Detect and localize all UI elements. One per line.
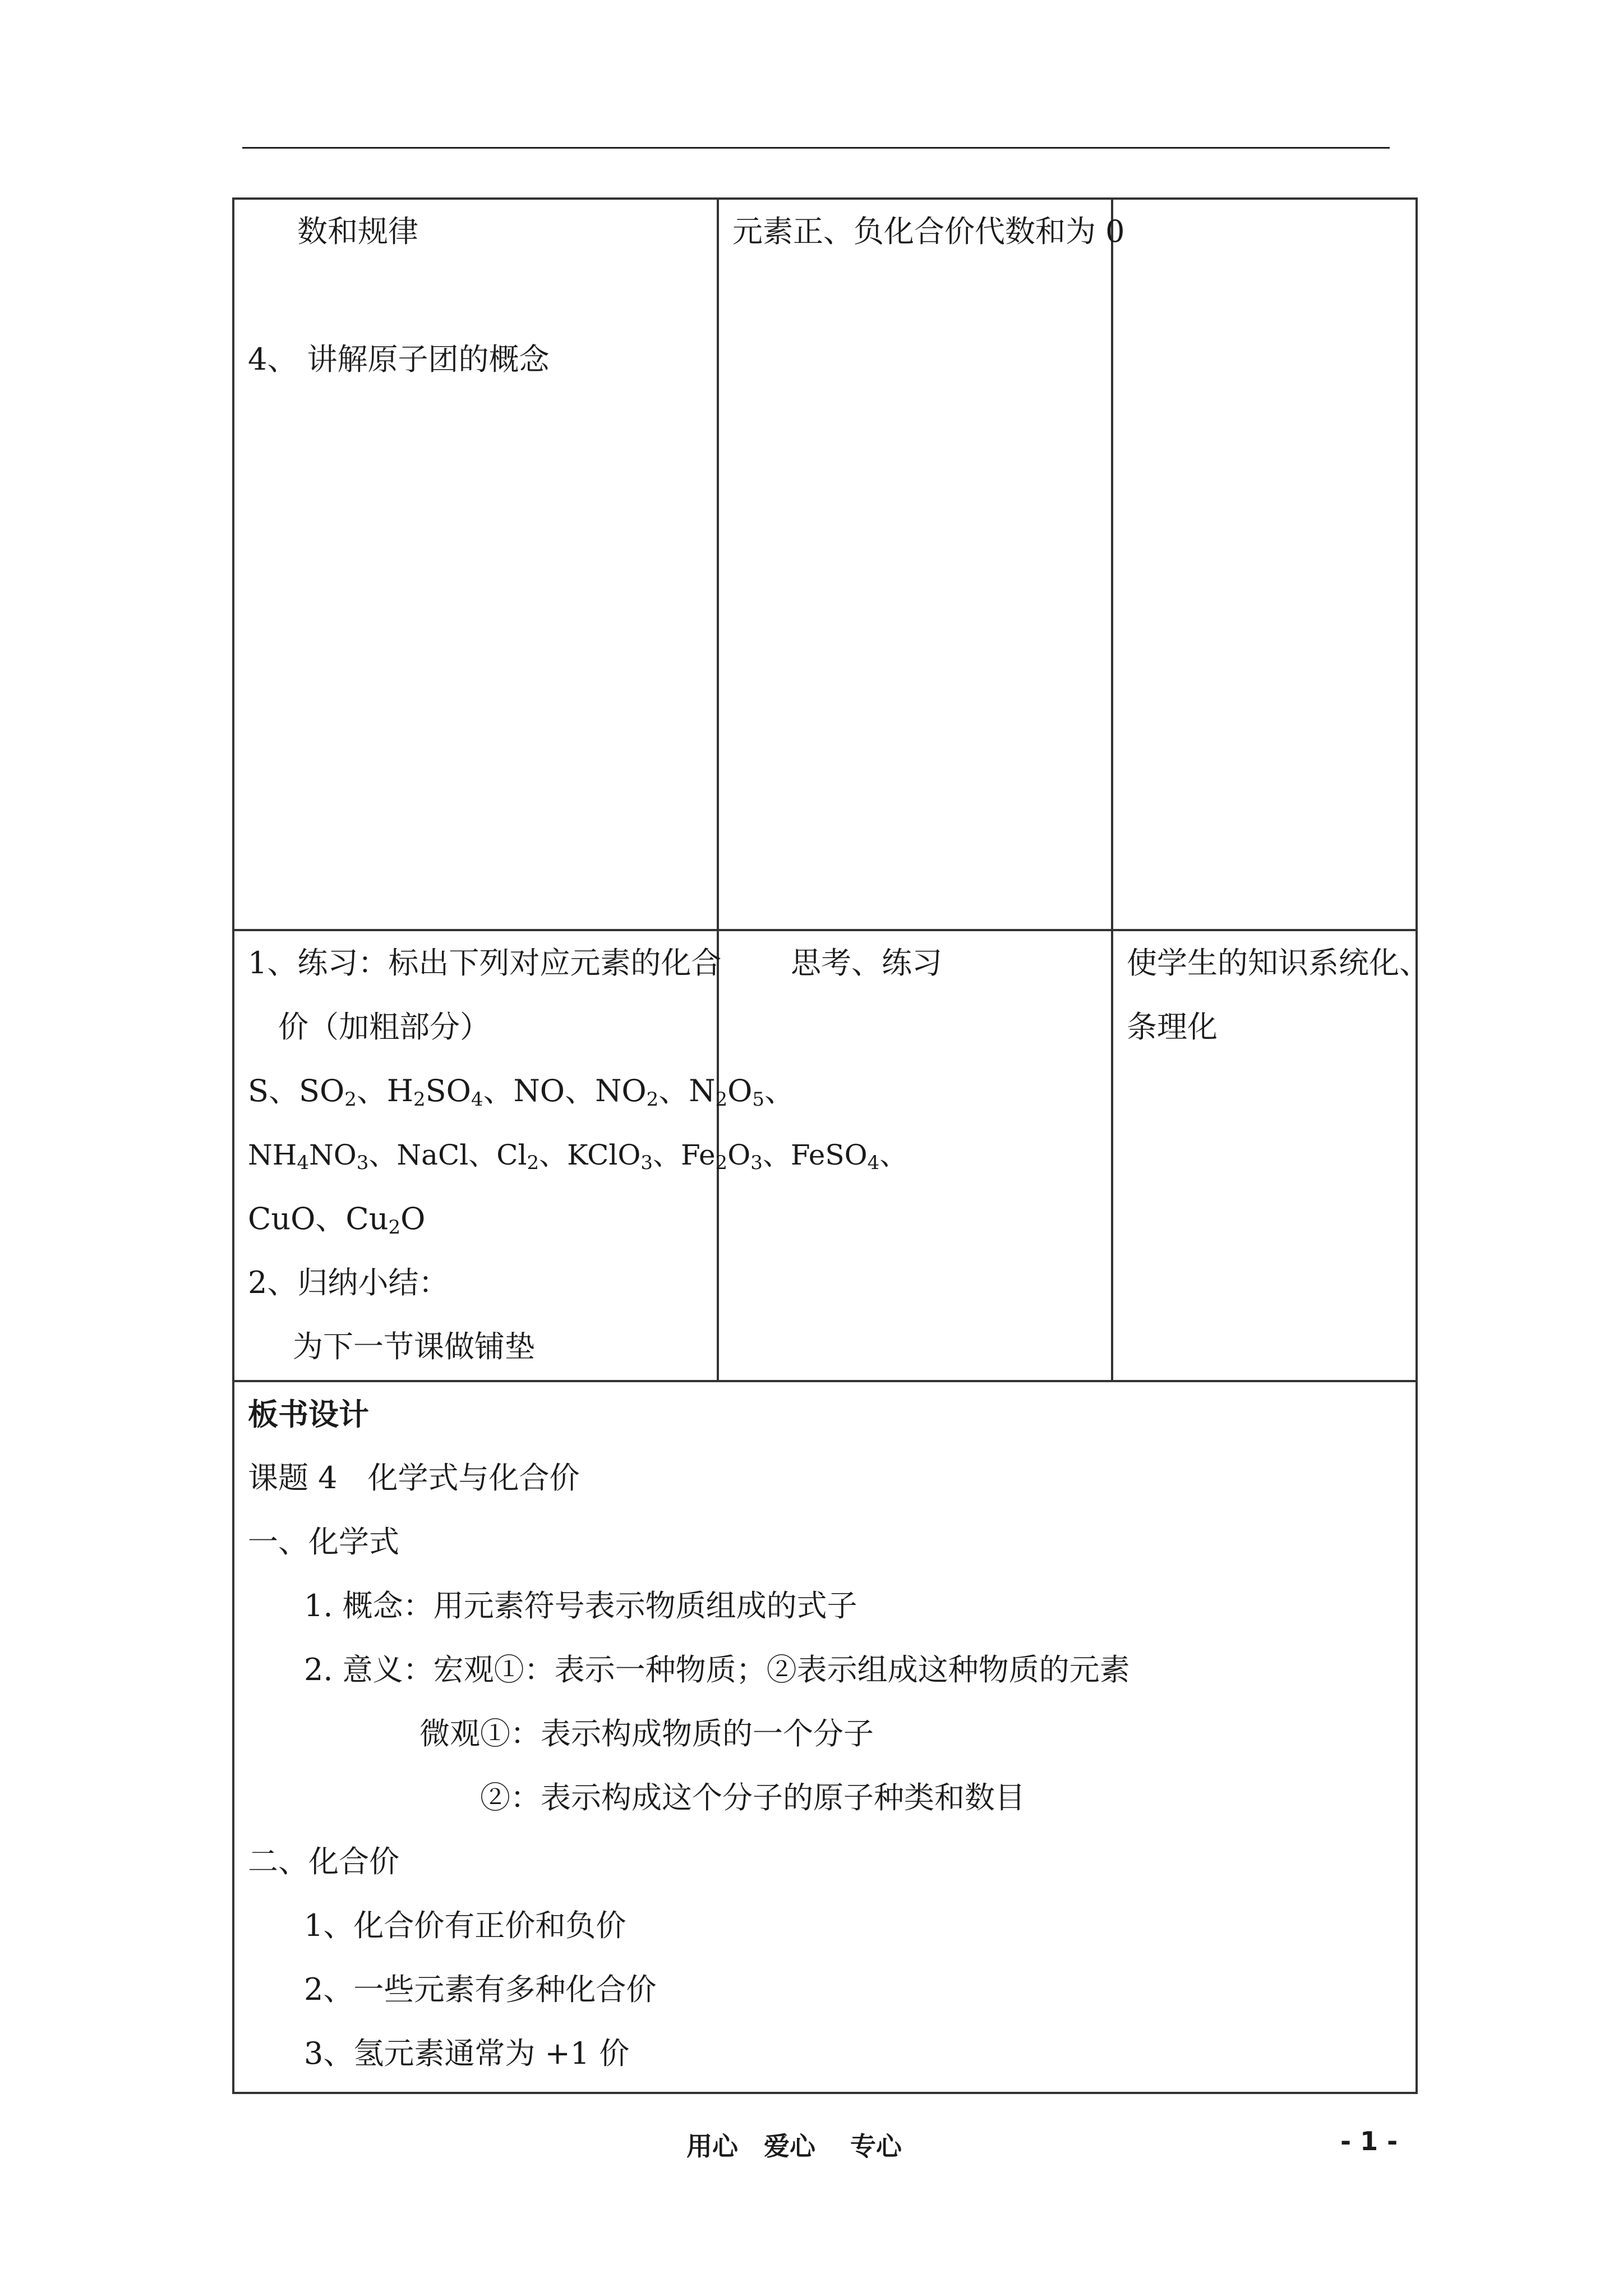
formula: NO — [309, 1139, 357, 1171]
formula: CuO — [248, 1201, 316, 1236]
text-line: 4、 讲解原子团的概念 — [248, 342, 550, 377]
subscript: 4 — [867, 1152, 880, 1174]
student-activity-cell — [718, 199, 1125, 930]
text-line: 二、化合价 — [248, 1844, 399, 1879]
formula: NO — [595, 1073, 647, 1108]
separator: 、 — [879, 1139, 908, 1171]
board-heading: 板书设计 — [248, 1396, 369, 1432]
formula: SO — [425, 1073, 471, 1108]
board-design-cell — [233, 1381, 1417, 2093]
text-line: 2、归纳小结： — [248, 1265, 449, 1300]
subscript: 3 — [356, 1152, 369, 1174]
text-line: 元素正、负化合价代数和为 0 — [732, 214, 1125, 249]
text-line: 一、化学式 — [248, 1524, 399, 1559]
subscript: 2 — [715, 1088, 728, 1111]
text-line: 1、化合价有正价和负价 — [304, 1908, 626, 1943]
text-line: 1. 概念：用元素符号表示物质组成的式子 — [304, 1588, 857, 1623]
formula: Cl — [496, 1139, 527, 1171]
separator: 、 — [356, 1073, 387, 1108]
formula: FeSO — [790, 1139, 868, 1171]
separator: 、 — [565, 1073, 596, 1108]
separator: 、 — [315, 1201, 346, 1236]
text-line: 3、氢元素通常为 +1 价 — [304, 2036, 630, 2071]
separator: 、 — [539, 1139, 568, 1171]
separator: 、 — [483, 1073, 514, 1108]
purpose-cell — [1112, 930, 1430, 1381]
formula: O — [727, 1073, 753, 1108]
footer-motto: 用心 爱心 专心 — [686, 2131, 902, 2161]
subscript: 3 — [750, 1152, 763, 1174]
separator: 、 — [762, 1139, 791, 1171]
text-line: 2. 意义：宏观①：表示一种物质；②表示组成这种物质的元素 — [304, 1652, 1130, 1687]
formula: O — [727, 1139, 751, 1171]
formula: S — [248, 1073, 269, 1108]
table-row — [233, 1381, 1417, 2093]
subscript: 3 — [640, 1152, 653, 1174]
formula-line — [248, 1123, 908, 1187]
formula: NH — [248, 1139, 297, 1171]
separator: 、 — [269, 1073, 299, 1108]
table-row — [233, 930, 1417, 1381]
separator: 、 — [652, 1139, 681, 1171]
text-line: 思考、练习 — [791, 945, 942, 981]
separator: 、 — [764, 1073, 795, 1108]
text-line: 条理化 — [1127, 1009, 1218, 1045]
subscript: 2 — [344, 1088, 357, 1111]
text-line: 微观①：表示构成物质的一个分子 — [419, 1716, 874, 1751]
formula: Fe — [680, 1139, 716, 1171]
purpose-cell — [1112, 199, 1417, 930]
subscript: 4 — [471, 1088, 483, 1111]
subscript: 2 — [388, 1216, 401, 1239]
teacher-activity-cell — [233, 199, 718, 930]
formula: KClO — [567, 1139, 641, 1171]
subscript: 4 — [297, 1152, 309, 1174]
formula: SO — [299, 1073, 345, 1108]
subscript: 2 — [527, 1152, 540, 1174]
text-line: 2、一些元素有多种化合价 — [304, 1972, 657, 2007]
formula: NaCl — [396, 1139, 469, 1171]
text-line: ②：表示构成这个分子的原子种类和数目 — [480, 1780, 1025, 1815]
formula: N — [689, 1073, 716, 1108]
text-line: 为下一节课做铺垫 — [293, 1329, 535, 1364]
page-number: - 1 - — [1340, 2126, 1398, 2156]
subscript: 2 — [715, 1152, 728, 1174]
subscript: 2 — [413, 1088, 426, 1111]
subscript: 2 — [646, 1088, 659, 1111]
formula: Cu — [345, 1201, 389, 1236]
lesson-table — [232, 197, 1430, 2094]
formula: NO — [513, 1073, 565, 1108]
formula: H — [386, 1073, 413, 1108]
text-line: 数和规律 — [297, 214, 418, 249]
text-line: 1、练习：标出下列对应元素的化合 — [248, 945, 722, 981]
separator: 、 — [368, 1139, 397, 1171]
formula: O — [400, 1201, 426, 1236]
subscript: 5 — [752, 1088, 765, 1111]
text-line: 使学生的知识系统化、 — [1127, 945, 1430, 981]
table-row — [233, 199, 1417, 930]
text-line: 价（加粗部分） — [278, 1009, 490, 1045]
separator: 、 — [468, 1139, 497, 1171]
text-line: 课题 4 化学式与化合价 — [248, 1460, 580, 1496]
formula-line — [248, 1059, 795, 1123]
formula-line — [248, 1187, 703, 1251]
separator: 、 — [658, 1073, 689, 1108]
header-rule — [242, 147, 1390, 149]
